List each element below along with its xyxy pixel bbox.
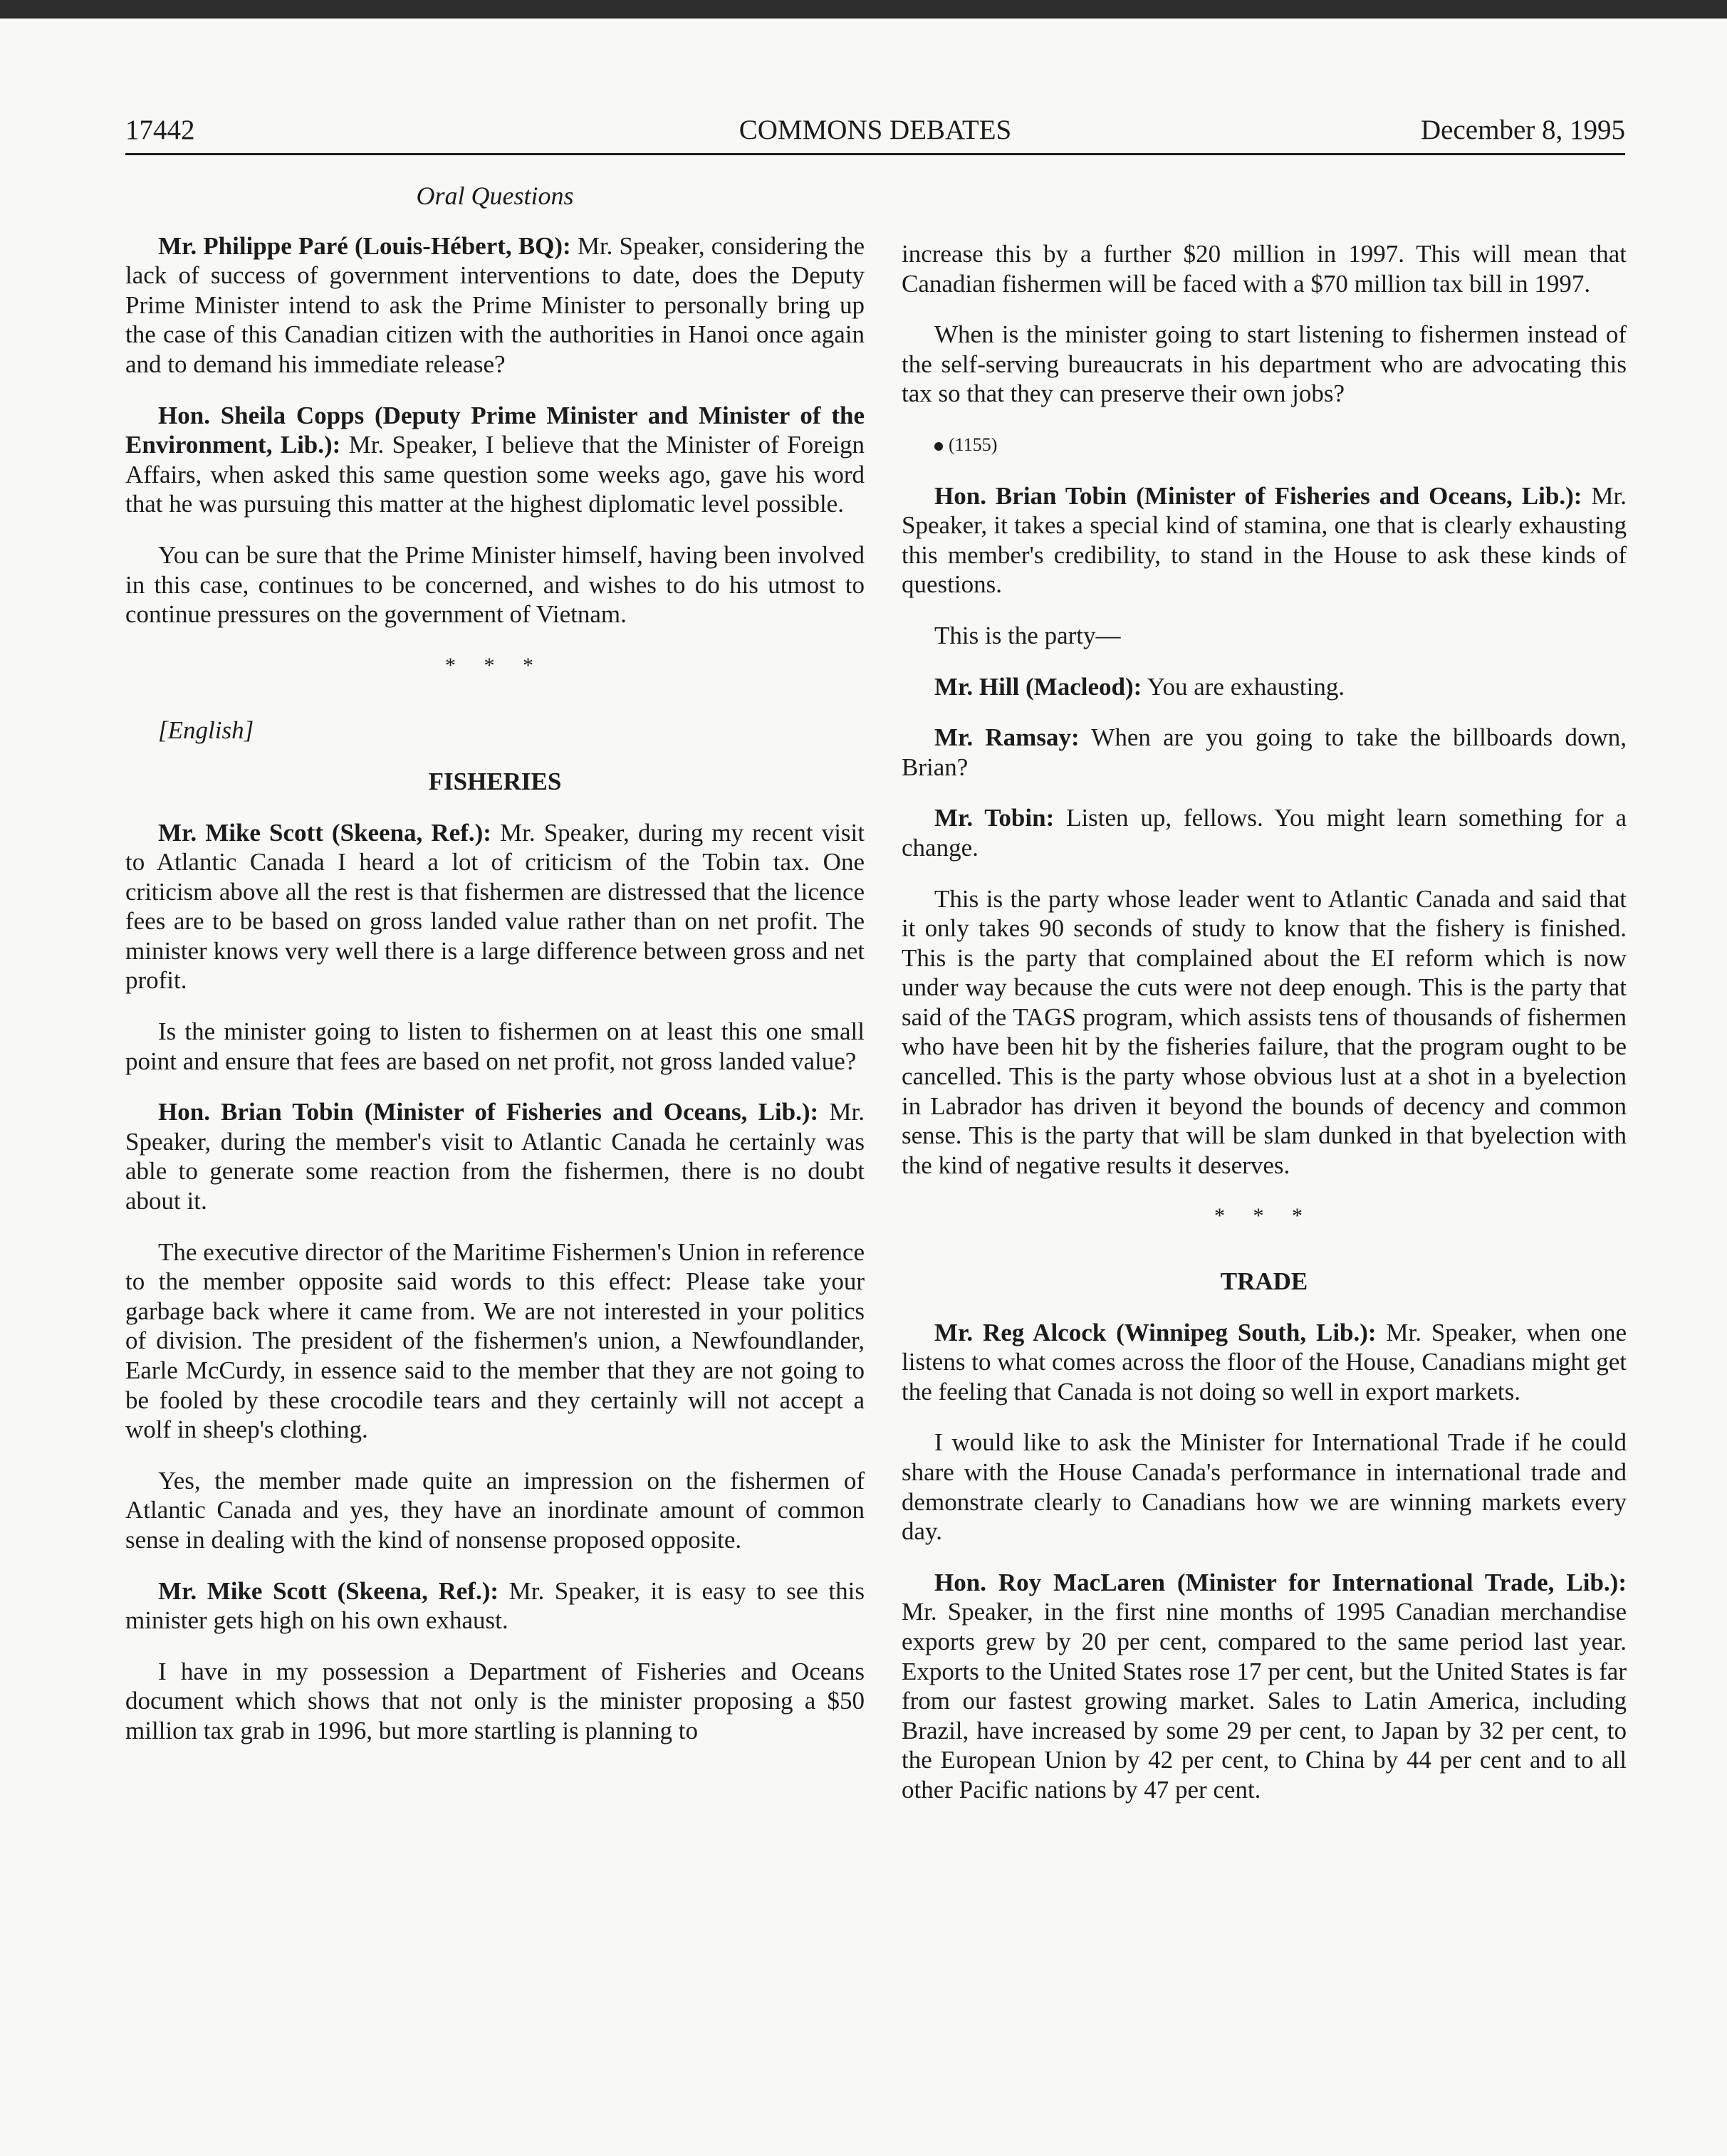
speech-text: Mr. Speaker, in the first nine months of 1995 Canadian merchandise exports grew by 20 per cent, compared to the same period last year. Exports to the United States rose 17 per cent, but the United States is far from our fastest growing market. Sales to Latin America, including Brazil, have increased by some 29 per cent, to Japan by 32 per cent, to the European Union by 42 per cent, to China by 44 per cent and to all other Pacific nations by 47 per cent. [902,1598,1627,1804]
paragraph: When is the minister going to start listening to fishermen instead of the self-serving bureaucrats in his department who are advocating this tax so that they can preserve their own jobs? [902,320,1627,408]
paragraph [125,1097,865,1215]
speaker-name: Hon. Roy MacLaren (Minister for International Trade, Lib.): [934,1568,1627,1596]
section-separator: * * * [1214,1204,1314,1228]
speech-text: When are you going to take the billboards down, Brian? [902,723,1627,781]
paragraph: This is the party— [934,621,1121,649]
speaker-name: Hon. Brian Tobin (Minister of Fisheries and Oceans, Lib.): [934,481,1582,510]
paragraph: The executive director of the Maritime Fishermen's Union in reference to the member opposite said words to this effect: Please take your garbage back where it came from. We are not interested in your politics of division. The president of the fishermen's union, a Newfoundlander, Earle McCurdy, in essence said to the member that they are not going to be fooled by these crocodile tears and they certainly will not accept a wolf in sheep's clothing. [125,1237,865,1444]
paragraph [125,231,865,380]
section-heading: FISHERIES [428,767,562,795]
speaker-name: Mr. Hill (Macleod): [934,672,1142,701]
paragraph [902,672,1627,702]
scan-border [0,0,1727,19]
section-label: Oral Questions [416,182,574,210]
paragraph [902,1318,1627,1407]
time-marker-text: (1155) [949,434,998,455]
paragraph [902,1568,1627,1805]
page-number: 17442 [125,115,195,145]
speaker-name: Mr. Reg Alcock (Winnipeg South, Lib.): [934,1318,1377,1346]
speech-text: Mr. Speaker, I believe that the Minister of Foreign Affairs, when asked this same question some weeks ago, gave his word that he was pursuing this matter at the highest diplomatic level possible. [125,431,865,518]
paragraph: I would like to ask the Minister for International Trade if he could share with the House Canada's performance in international trade and demonstrate clearly to Canadians how we are winning markets every day. [902,1428,1627,1546]
speech-text: Listen up, fellows. You might learn something for a change. [902,804,1627,862]
paragraph: Is the minister going to listen to fishermen on at least this one small point and ensure that fees are based on net profit, not gross landed value? [125,1017,865,1075]
speaker-name: Mr. Ramsay: [934,723,1080,752]
speech-text: Mr. Speaker, it takes a special kind of stamina, one that is clearly exhausting this member's credibility, to stand in the House to ask these kinds of questions. [902,481,1627,599]
speaker-name: Hon. Brian Tobin (Minister of Fisheries and Oceans, Lib.): [158,1098,819,1126]
speech-text: Mr. Speaker, when one listens to what comes across the floor of the House, Canadians might get the feeling that Canada is not doing so well in export markets. [902,1318,1627,1406]
speech-text: Mr. Speaker, it is easy to see this minister gets high on his own exhaust. [125,1576,865,1635]
speech-text: Mr. Speaker, considering the lack of success of government interventions to date, does the Deputy Prime Minister intend to ask the Prime Minister to personally bring up the case of this Canadian citizen with the authorities in Hanoi once again and to demand his immediate release? [125,231,865,378]
bullet-icon [934,442,943,451]
language-note: [English] [158,716,254,745]
section-heading: TRADE [1220,1267,1308,1296]
paragraph: Yes, the member made quite an impression on the fishermen of Atlantic Canada and yes, they have an inordinate amount of common sense in dealing with the kind of nonsense proposed opposite. [125,1466,865,1554]
page-header [125,114,1625,152]
speaker-name: Hon. Sheila Copps (Deputy Prime Minister and Minister of the Environment, Lib.): [125,401,865,459]
paragraph: This is the party whose leader went to Atlantic Canada and said that it only takes 90 seconds of study to know that the fishery is finished. This is the party that complained about the EI reform which is now under way because the cuts were not deep enough. This is the party that said of the TAGS program, which assists tens of thousands of fishermen who have been hit by the fisheries failure, that the program ought to be cancelled. This is the party whose obvious lust at a shot in a byelection in Labrador has driven it beyond the bounds of decency and common sense. This is the party that will be slam dunked in that byelection with the kind of negative results it deserves. [902,884,1627,1179]
speech-text: Mr. Speaker, during my recent visit to Atlantic Canada I heard a lot of criticism of the Tobin tax. One criticism above all the rest is that fishermen are distressed that the licence fees are to be based on gross landed value rather than on net profit. The minister knows very well there is a large difference between gross and net profit. [125,818,865,995]
publication-title: COMMONS DEBATES [739,115,1012,145]
left-column [125,182,865,1767]
paragraph: You can be sure that the Prime Minister himself, having been involved in this case, continues to be concerned, and wishes to do his utmost to continue pressures on the government of Vietnam. [125,540,865,629]
speaker-name: Mr. Mike Scott (Skeena, Ref.): [158,818,491,847]
header-rule [125,153,1625,155]
section-separator: * * * [445,653,545,677]
speech-text: You are exhausting. [1142,672,1345,701]
paragraph [125,401,865,519]
publication-date: December 8, 1995 [1421,115,1625,145]
right-column [902,239,1627,1826]
paragraph [125,818,865,996]
paragraph [125,1576,865,1636]
time-marker [902,430,1627,460]
speaker-name: Mr. Mike Scott (Skeena, Ref.): [158,1576,499,1605]
paragraph [902,723,1627,782]
paragraph: I have in my possession a Department of Fisheries and Oceans document which shows that not only is the minister proposing a $50 million tax grab in 1996, but more startling is planning to [125,1657,865,1744]
speech-text: Mr. Speaker, during the member's visit to Atlantic Canada he certainly was able to generate some reaction from the fishermen, there is no doubt about it. [125,1098,865,1215]
speaker-name: Mr. Philippe Paré (Louis-Hébert, BQ): [158,231,571,260]
paragraph [902,803,1627,862]
paragraph: increase this by a further $20 million in 1997. This will mean that Canadian fishermen will be faced with a $70 million tax bill in 1997. [902,240,1627,298]
speaker-name: Mr. Tobin: [934,804,1055,832]
paragraph [902,481,1627,600]
